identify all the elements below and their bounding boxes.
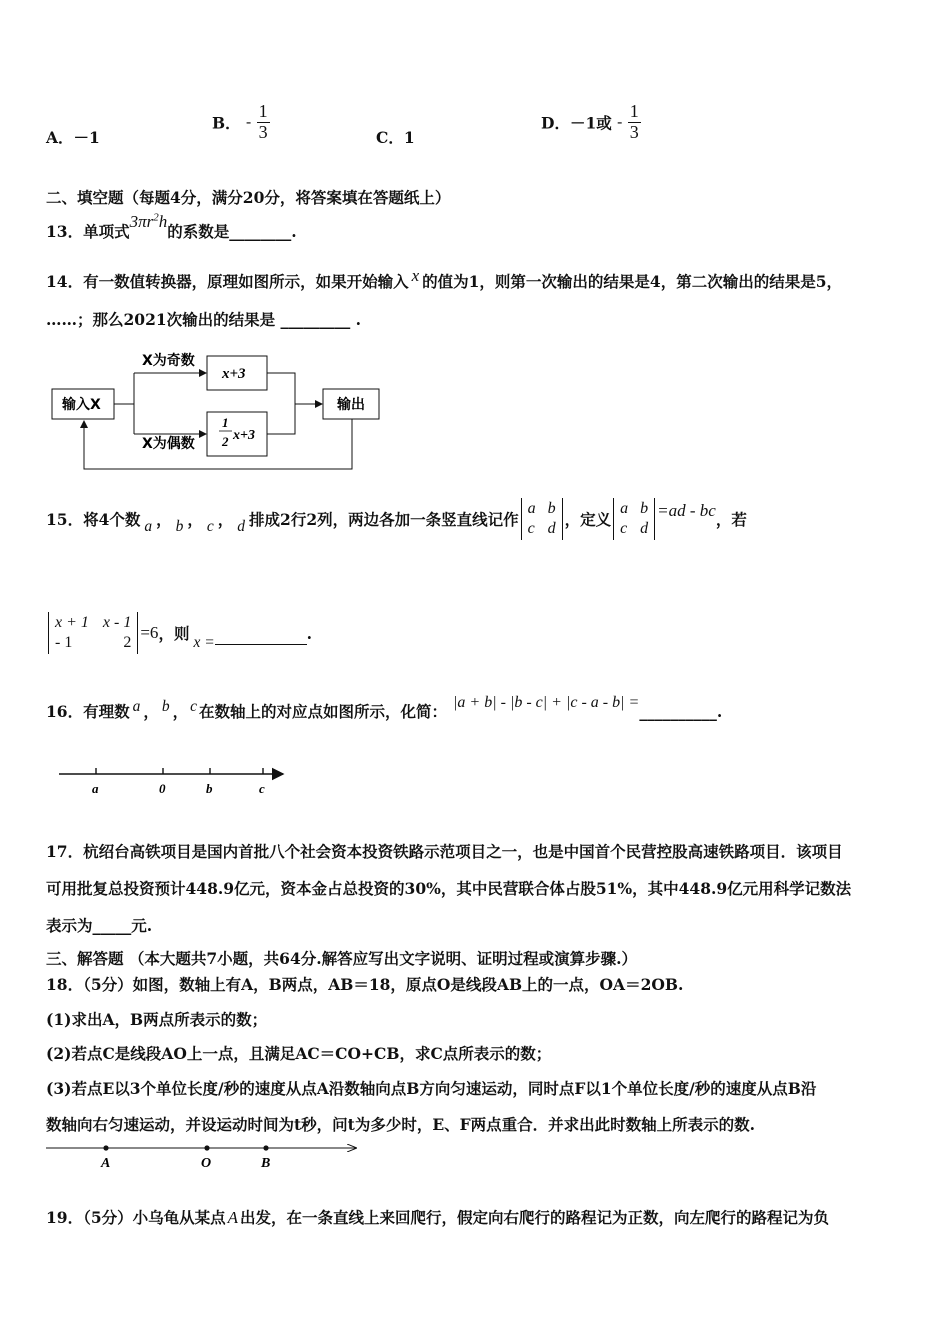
q15-equals-six: =6 bbox=[140, 623, 159, 642]
q19-prefix: 19．（5分）小乌龟从某点 bbox=[46, 1208, 226, 1227]
q16-mid: 在数轴上的对应点如图所示，化简： bbox=[199, 702, 448, 721]
merge-line bbox=[267, 373, 295, 434]
q13-monomial-sup: 2 bbox=[153, 211, 159, 224]
question-13 bbox=[46, 211, 297, 242]
q13-prefix: 13．单项式 bbox=[46, 222, 130, 241]
q15-def-c: c bbox=[620, 520, 628, 537]
output-box-label: 输出 bbox=[337, 397, 365, 413]
q15-notation-d: d bbox=[547, 520, 556, 537]
q15-tail: . bbox=[306, 623, 313, 643]
q12-option-d bbox=[541, 102, 641, 143]
question-18-part1: (1)求出A，B两点所表示的数； bbox=[46, 1010, 268, 1029]
q15-def-d: d bbox=[640, 520, 649, 537]
q18-number-line bbox=[44, 1138, 364, 1174]
q16-expression: |a + b| - |b - c| + |c - a - b| = bbox=[453, 694, 640, 711]
question-18-part2: (2)若点C是线段AO上一点，且满足AC＝CO+CB，求C点所表示的数； bbox=[46, 1044, 552, 1063]
q14-text-b: 的值为1，则第一次输出的结果是4，第二次输出的结果是5， bbox=[422, 272, 842, 291]
input-box bbox=[52, 389, 114, 419]
q19-suffix: 出发，在一条直线上来回爬行，假定向右爬行的路程记为正数，向左爬行的路程记为负 bbox=[240, 1208, 830, 1227]
q12-option-a bbox=[46, 126, 100, 148]
q14-flow-diagram bbox=[46, 345, 391, 475]
q15-sep-1: ， bbox=[156, 510, 172, 529]
option-d-denominator: 3 bbox=[629, 121, 639, 142]
q15-def-a: a bbox=[620, 500, 629, 517]
q15-if-label: ，若 bbox=[715, 510, 747, 529]
option-b-denominator: 3 bbox=[258, 121, 268, 142]
q13-suffix: 的系数是________. bbox=[167, 222, 297, 241]
label-zero: 0 bbox=[159, 781, 166, 796]
q15-m21: - 1 bbox=[55, 634, 73, 651]
q15-def-label: ，定义 bbox=[564, 510, 612, 529]
q15-notation-c: c bbox=[527, 520, 535, 537]
question-18-line1: 18．（5分）如图，数轴上有A，B两点，AB＝18，原点O是线段AB上的一点，OA＝2OB. bbox=[46, 975, 684, 994]
question-17-line3: 表示为_____元. bbox=[46, 916, 153, 935]
question-15-line1 bbox=[46, 498, 747, 540]
even-branch-label: X为偶数 bbox=[142, 436, 195, 452]
q15-def-b: b bbox=[640, 500, 649, 517]
q16-var-a: a bbox=[132, 698, 141, 715]
output-box bbox=[323, 389, 379, 419]
q16-number-line bbox=[55, 760, 295, 800]
option-c-value: 1 bbox=[403, 128, 415, 147]
option-d-label: D． bbox=[541, 113, 570, 133]
option-b-sign: - bbox=[246, 113, 252, 131]
q15-notation-b: b bbox=[547, 500, 556, 517]
question-14-line1 bbox=[46, 266, 842, 292]
question-16 bbox=[46, 694, 723, 722]
q15-var-c: c bbox=[206, 518, 214, 535]
q15-definition-matrix bbox=[613, 498, 655, 540]
q16-sep-2: ， bbox=[172, 702, 189, 721]
q16-var-c: c bbox=[190, 698, 197, 715]
q15-m11: x + 1 bbox=[55, 614, 89, 631]
q15-m22: 2 bbox=[123, 634, 132, 651]
option-b-label: B． bbox=[212, 113, 241, 133]
q14-text-a: 14．有一数值转换器，原理如图所示，如果开始输入 bbox=[46, 272, 409, 291]
label-b: b bbox=[206, 781, 213, 796]
odd-formula: x+3 bbox=[222, 366, 246, 382]
q15-var-a: a bbox=[144, 518, 153, 535]
q16-prefix: 16．有理数 bbox=[46, 702, 130, 721]
option-d-sign: - bbox=[617, 113, 623, 131]
label-a: a bbox=[92, 781, 99, 796]
q19-var-a: A bbox=[227, 1208, 238, 1227]
point-o bbox=[204, 1145, 209, 1150]
q15-var-b: b bbox=[175, 518, 184, 535]
q13-monomial-main: 3πr bbox=[129, 212, 154, 231]
q13-monomial bbox=[130, 212, 168, 231]
q14-var-x: x bbox=[411, 266, 420, 285]
point-a bbox=[103, 1145, 108, 1150]
label-a: A bbox=[101, 1156, 111, 1171]
q16-sep-1: ， bbox=[143, 702, 159, 721]
point-b bbox=[263, 1145, 268, 1150]
question-15-line2 bbox=[48, 612, 312, 654]
even-fraction-den: 2 bbox=[222, 434, 229, 449]
q15-notation-matrix bbox=[521, 498, 563, 540]
option-a-label: A． bbox=[46, 128, 74, 147]
q15-def-result: =ad - bc bbox=[657, 501, 716, 520]
q15-prefix: 15．将4个数 bbox=[46, 510, 141, 529]
even-formula-box bbox=[207, 412, 267, 456]
q12-option-b bbox=[212, 102, 270, 143]
q15-equation-matrix bbox=[48, 612, 138, 654]
q15-answer-blank[interactable] bbox=[215, 630, 307, 645]
section2-title: 二、填空题（每题4分，满分20分，将答案填在答题纸上） bbox=[46, 188, 451, 207]
question-18-part3-line1: (3)若点E以3个单位长度/秒的速度从点A沿数轴向点B方向匀速运动，同时点F以1个单位长度/秒的速度从点B沿 bbox=[46, 1079, 817, 1098]
option-b-numerator: 1 bbox=[258, 101, 268, 121]
q15-var-d: d bbox=[237, 518, 246, 535]
even-fraction-num: 1 bbox=[222, 415, 229, 430]
q15-sep-3: ， bbox=[217, 510, 234, 529]
option-a-value: －1 bbox=[73, 128, 100, 147]
question-19 bbox=[46, 1206, 829, 1228]
q15-x-equals: x = bbox=[193, 634, 215, 651]
q12-option-c bbox=[376, 126, 415, 148]
section3-title: 三、解答题 （本大题共7小题，共64分.解答应写出文字说明、证明过程或演算步骤.） bbox=[46, 949, 638, 968]
question-17-line1: 17．杭绍台高铁项目是国内首批八个社会资本投资铁路示范项目之一，也是中国首个民营控股高速铁路项目．该项目 bbox=[46, 842, 843, 861]
question-18-part3-line2: 数轴向右匀速运动，并设运动时间为t秒，问t为多少时，E、F两点重合．并求出此时数轴上所表示的数. bbox=[46, 1115, 756, 1134]
q16-tail: __________. bbox=[639, 701, 723, 721]
q16-var-b: b bbox=[161, 698, 170, 715]
q15-then: ，则 bbox=[158, 624, 190, 643]
odd-formula-box bbox=[207, 356, 267, 390]
question-17-line2: 可用批复总投资预计448.9亿元，资本金占总投资的30%，其中民营联合体占股51%，其中448.9亿元用科学记数法 bbox=[46, 879, 852, 898]
odd-branch-label: X为奇数 bbox=[142, 353, 195, 369]
q15-sep-2: ， bbox=[187, 510, 203, 529]
even-formula-tail: x+3 bbox=[233, 428, 255, 443]
q15-m12: x - 1 bbox=[102, 614, 132, 631]
q15-notation-a: a bbox=[527, 500, 536, 517]
label-b: B bbox=[261, 1156, 271, 1171]
q15-mid: 排成2行2列，两边各加一条竖直线记作 bbox=[249, 510, 519, 529]
option-d-fraction bbox=[628, 102, 641, 143]
label-c: c bbox=[259, 781, 265, 796]
question-14-line2: ……；那么2021次输出的结果是 _________ . bbox=[46, 310, 362, 329]
q13-monomial-tail: h bbox=[158, 212, 168, 231]
option-b-fraction bbox=[257, 102, 270, 143]
input-box-label: 输入X bbox=[62, 397, 101, 413]
option-d-value: －1或 bbox=[569, 113, 612, 133]
option-d-numerator: 1 bbox=[629, 101, 639, 121]
option-c-label: C． bbox=[376, 128, 404, 147]
label-o: O bbox=[201, 1156, 212, 1171]
